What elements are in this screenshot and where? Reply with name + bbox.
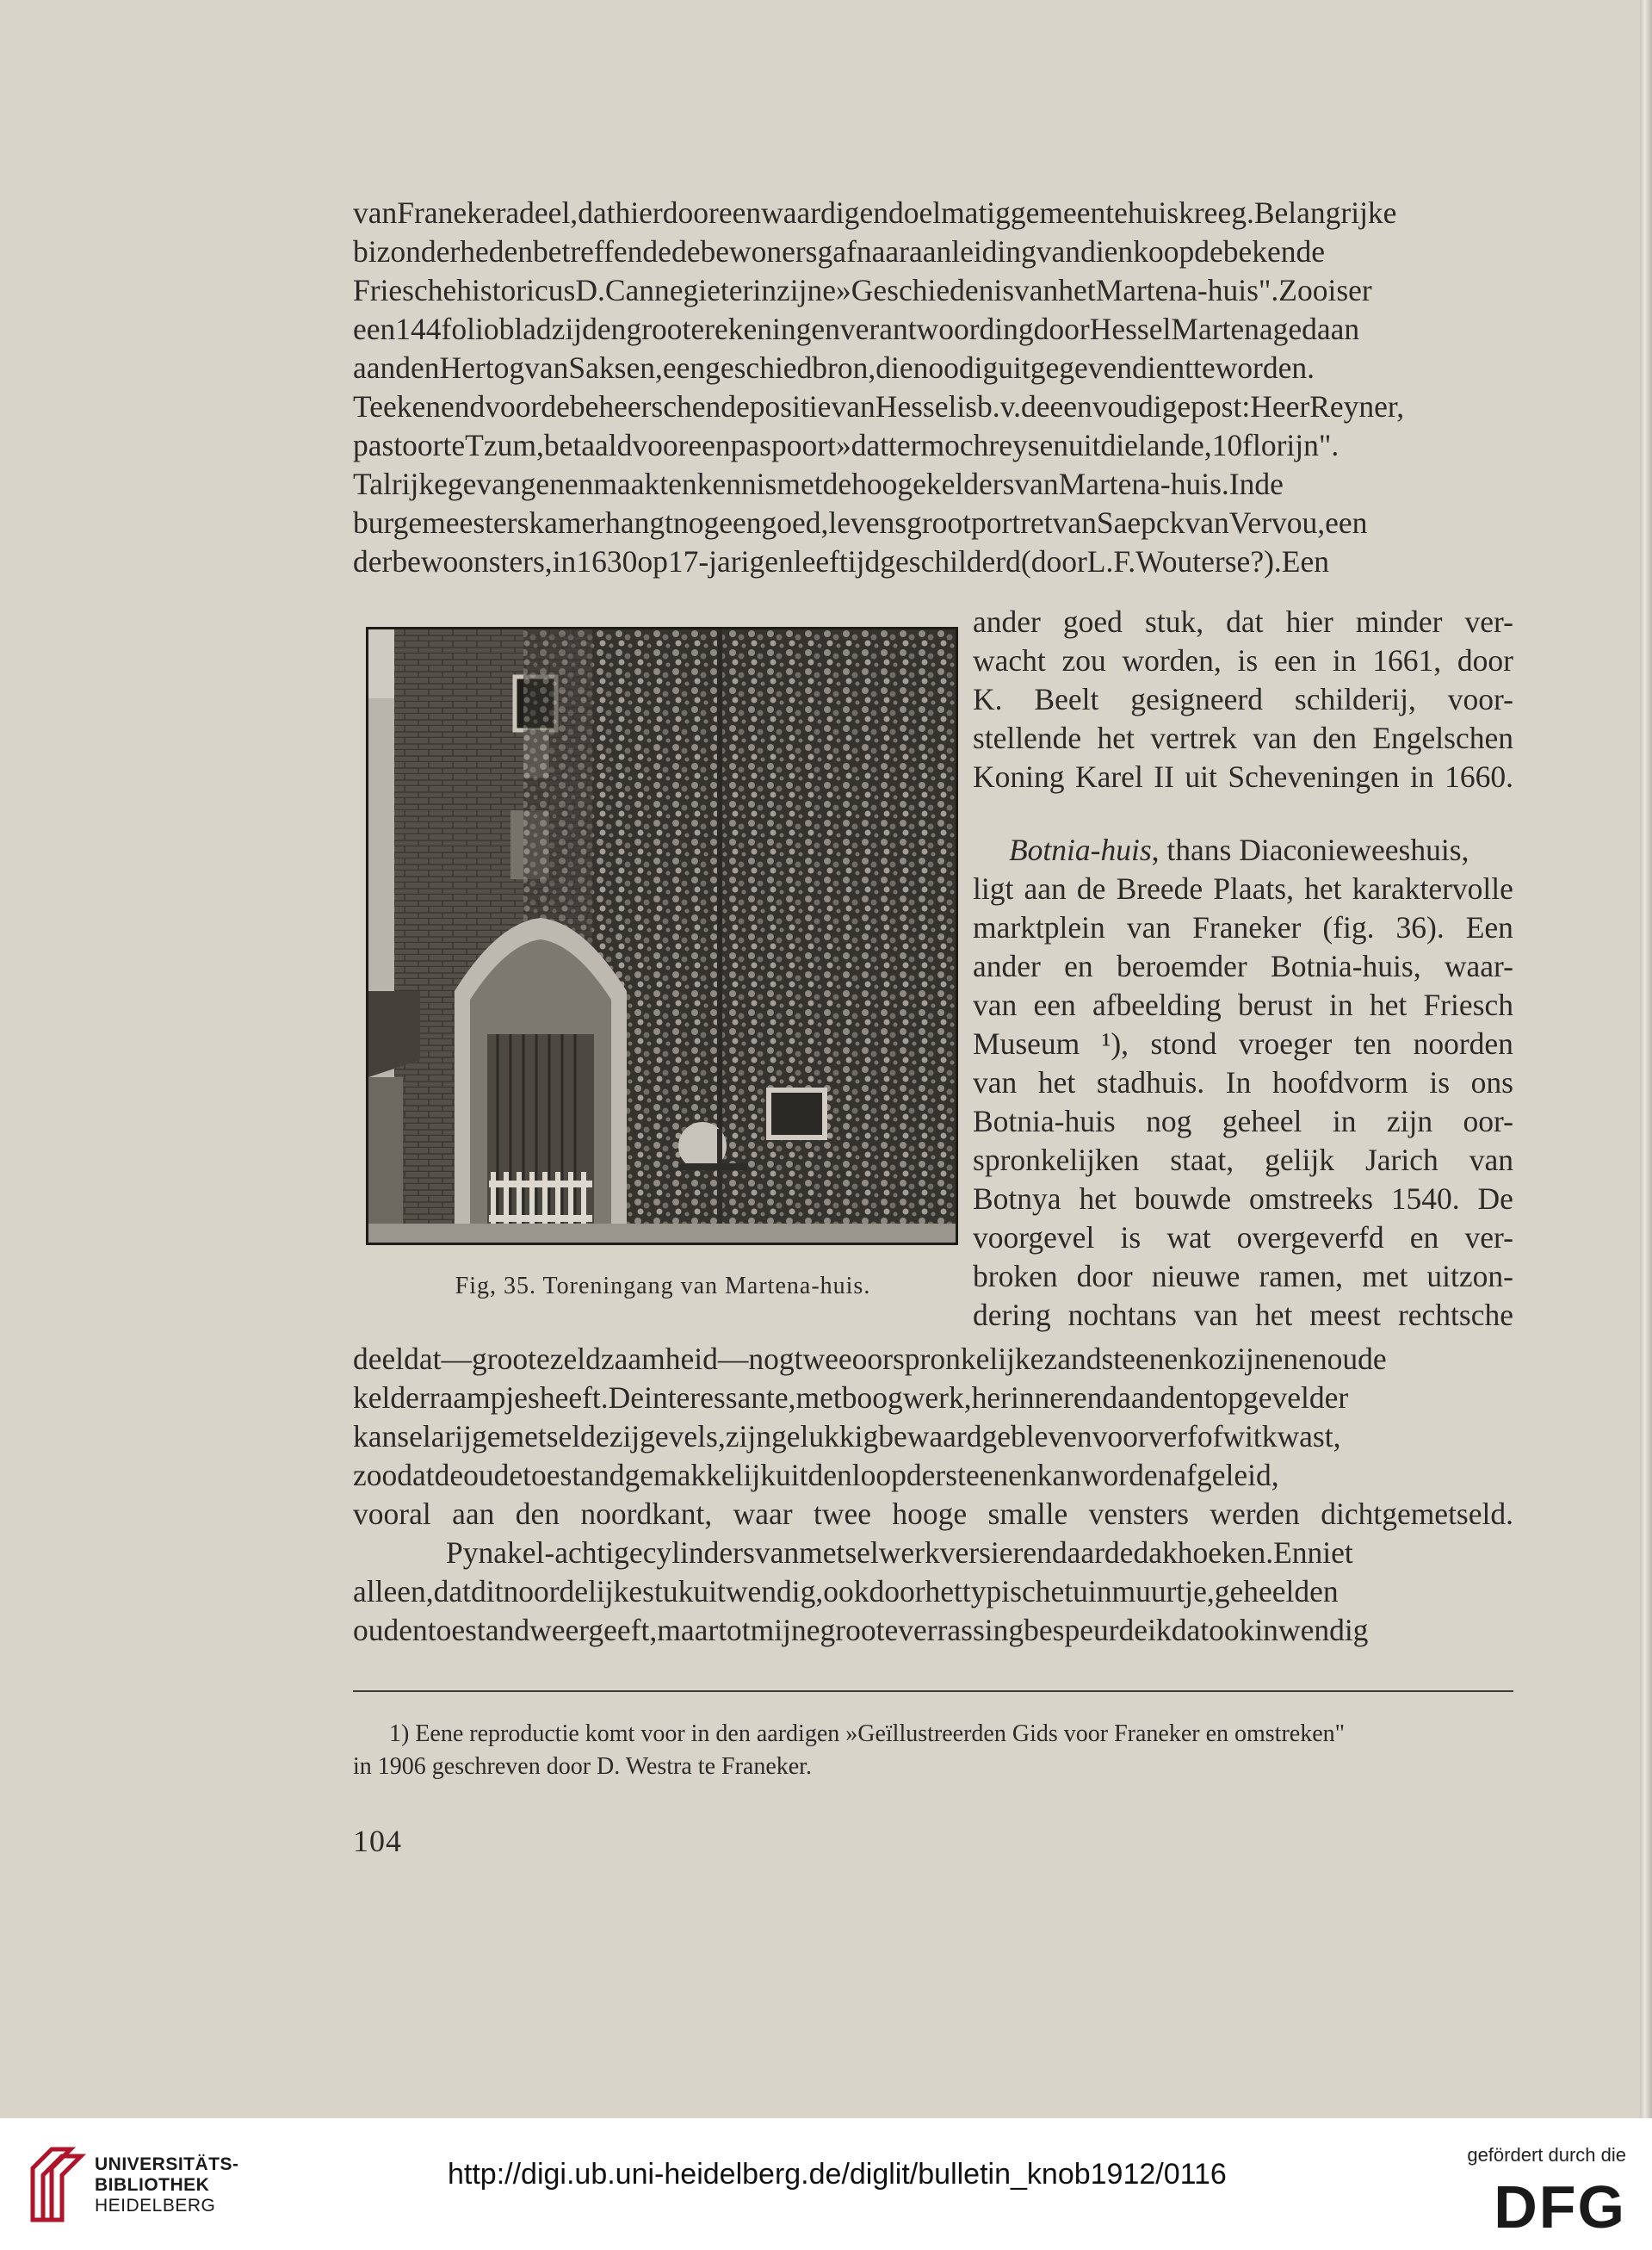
footnote	[353, 1718, 1513, 1783]
text-line: voorgevel is wat overgeverfd en ver-	[973, 1220, 1513, 1255]
dfg-logo: DFG	[1494, 2173, 1626, 2241]
text-line: TalrijkegevangenenmaaktenkennismetdehoogekeldersvanMartena-huis.Inde	[353, 467, 1284, 501]
text-line: wacht zou worden, is een in 1661, door	[973, 643, 1513, 678]
text-line: Botnya het bouwde omstreeks 1540. De	[973, 1181, 1513, 1216]
italic-heading-botnia-huis: Botnia-huis	[1009, 833, 1152, 867]
text-line: zoodatdeoudetoestandgemakkelijkuitdenloopdersteenenkanwordenafgeleid,	[353, 1458, 1279, 1492]
text-line: bizonderhedenbetreffendedebewonersgafnaaraanleidingvandienkoopdebekende	[353, 234, 1325, 269]
text-line: TeekenendvoordebeheerschendepositievanHesselisb.v.deeenvoudigepost:HeerReyner,	[353, 389, 1405, 424]
text-line: ligt aan de Breede Plaats, het karaktervolle	[973, 871, 1513, 906]
footnote-divider	[353, 1690, 1513, 1692]
text-line: derbewoonsters,in1630op17-jarigenleeftijdgeschilderd(doorL.F.Wouterse?).Een	[353, 544, 1329, 579]
library-name-line: BIBLIOTHEK	[95, 2175, 210, 2195]
library-name-line: UNIVERSITÄTS-	[95, 2154, 239, 2174]
text-line: marktplein van Franeker (fig. 36). Een	[973, 910, 1513, 945]
text-line: broken door nieuwe ramen, met uitzon-	[973, 1259, 1513, 1293]
funded-by-label: gefördert durch die	[1467, 2144, 1626, 2166]
text-line: pastoorteTzum,betaaldvooreenpaspoort»dattermochreysenuitdielande,10florijn".	[353, 428, 1340, 462]
text-line: oudentoestandweergeeft,maartotmijnegrooteverrassingbespeurdeikdatookinwendig	[353, 1613, 1369, 1647]
text-line-indented: Pynakel-achtigecylindersvanmetselwerkversierendaardedakhoeken.Enniet	[446, 1535, 1353, 1570]
photo-illustration	[368, 629, 956, 1243]
text-line: ander goed stuk, dat hier minder ver-	[973, 604, 1513, 639]
page-number: 104	[353, 1824, 402, 1858]
text-line: FrieschehistoricusD.Cannegieterinzijne»GeschiedenisvanhetMartena-huis".Zooiser	[353, 273, 1372, 307]
body-text-bottom	[353, 1340, 1513, 1650]
footnote-line: in 1906 geschreven door D. Westra te Franeker.	[353, 1753, 812, 1780]
footnote-line: 1) Eene reproductie komt voor in den aardigen »Geïllustreerden Gids voor Franeker en omstreken"	[389, 1720, 1346, 1747]
right-column-text-1	[973, 603, 1513, 796]
text-line: stellende het vertrek van den Engelschen	[973, 721, 1513, 755]
text-line: deeldat—grootezeldzaamheid—nogtweeoorspronkelijkezandsteenenkozijnenenoude	[353, 1342, 1387, 1376]
text-line-rest: , thans Diaconieweeshuis,	[1151, 833, 1469, 867]
text-line: ander en beroemder Botnia-huis, waar-	[973, 949, 1513, 983]
text-line: vanFranekeradeel,dathierdooreenwaardigendoelmatiggemeentehuiskreeg.Belangrijke	[353, 195, 1397, 230]
text-line: een144foliobladzijdengrooterekeningenverantwoordingdoorHesselMartenagedaan	[353, 312, 1360, 346]
university-library-logo-icon	[26, 2142, 88, 2225]
text-line: spronkelijken staat, gelijk Jarich van	[973, 1143, 1513, 1177]
text-line-first	[973, 831, 1513, 870]
figure-caption: Fig, 35. Toreningang van Martena-huis.	[455, 1273, 871, 1299]
text-line: Koning Karel II uit Scheveningen in 1660.	[973, 759, 1513, 794]
text-line: van een afbeelding berust in het Friesch	[973, 988, 1513, 1022]
text-line: van het stadhuis. In hoofdvorm is ons	[973, 1065, 1513, 1100]
text-line: Botnia-huis nog geheel in zijn oor-	[973, 1104, 1513, 1138]
text-line: Museum ¹), stond vroeger ten noorden	[973, 1026, 1513, 1061]
text-line-last: vooral aan den noordkant, waar twee hooge smalle vensters werden dichtgemetseld.	[353, 1497, 1513, 1531]
page-edge	[1640, 0, 1652, 2118]
text-line: aandenHertogvanSaksen,eengeschiedbron,dienoodiguitgegevendientteworden.	[353, 350, 1315, 385]
digitization-footer	[0, 2118, 1652, 2250]
library-name	[95, 2154, 239, 2216]
text-line: alleen,datditnoordelijkestukuitwendig,ookdoorhettypischetuinmuurtje,geheelden	[353, 1574, 1339, 1608]
source-url-link[interactable]: http://digi.ub.uni-heidelberg.de/diglit/bulletin_knob1912/0116	[448, 2158, 1227, 2191]
text-line: kelderraampjesheeft.Deinteressante,metboogwerk,herinnerendaandentopgevelder	[353, 1380, 1349, 1415]
body-text-top	[353, 194, 1513, 581]
text-line: dering nochtans van het meest rechtsche	[973, 1298, 1513, 1332]
library-name-line: HEIDELBERG	[95, 2196, 216, 2216]
text-line: K. Beelt gesigneerd schilderij, voor-	[973, 682, 1513, 716]
figure-photo-tower-entrance	[366, 627, 958, 1245]
right-column-text-2	[973, 831, 1513, 1335]
text-line: burgemeesterskamerhangtnogeengoed,levensgrootportretvanSaepckvanVervou,een	[353, 505, 1368, 540]
text-line: kanselarijgemetseldezijgevels,zijngelukkigbewaardgeblevenvoorverfofwitkwast,	[353, 1419, 1341, 1454]
